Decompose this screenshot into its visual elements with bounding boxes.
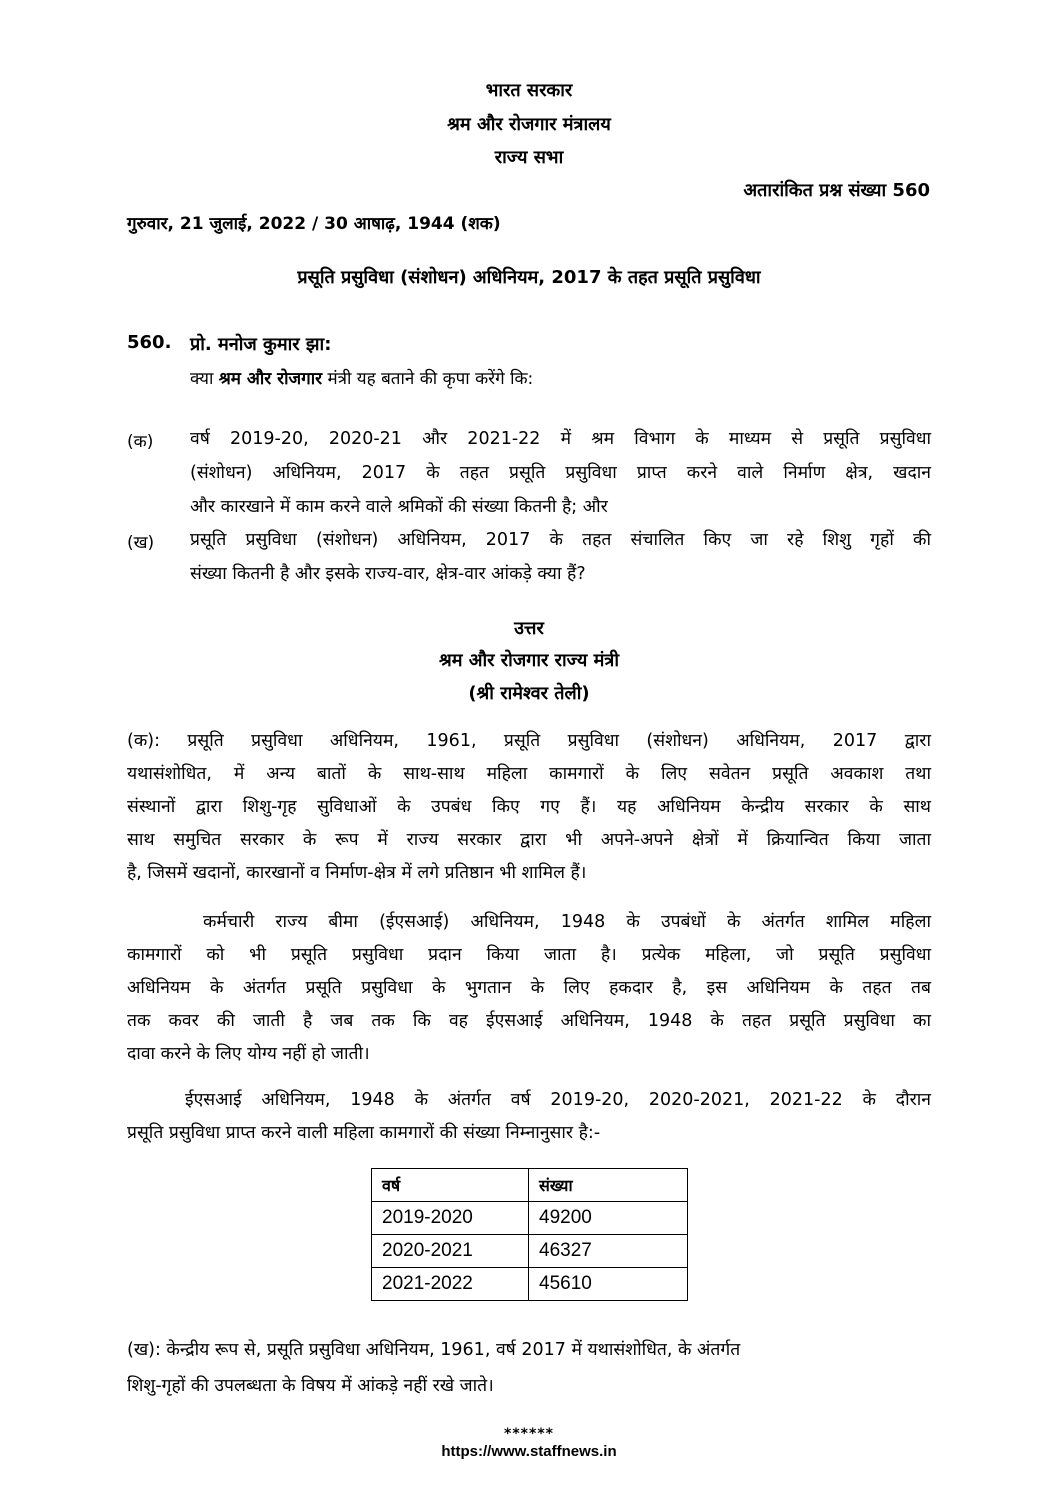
answer-kha-line: (ख): केन्द्रीय रूप से, प्रसूति प्रसुविधा अधिनियम, 1961, वर्ष 2017 में यथासंशोधित, के अंतर्गत <box>127 1340 741 1360</box>
answer-ka-line: संस्थानों द्वारा शिशु-गृह सुविधाओं के उपबंध किए गए हैं। यह अधिनियम केन्द्रीय सरकार के साथ <box>127 797 931 817</box>
answer-esi-line: कर्मचारी राज्य बीमा (ईएसआई) अधिनियम, 1948 के उपबंधों के अंतर्गत शामिल महिला <box>203 912 931 932</box>
footer-url-link[interactable]: https://www.staffnews.in <box>441 1443 617 1460</box>
question-part-line: संख्या कितनी है और इसके राज्य-वार, क्षेत्र-वार आंकड़े क्या हैं? <box>190 564 586 584</box>
table-cell-year: 2020-2021 <box>372 1235 529 1268</box>
table-row <box>372 1202 688 1235</box>
answer-esi-line: दावा करने के लिए योग्य नहीं हो जाती। <box>127 1044 370 1064</box>
table-cell-year: 2019-2020 <box>372 1202 529 1235</box>
question-part-label: (क) <box>127 432 154 452</box>
table-row <box>372 1268 688 1301</box>
question-part-line: (संशोधन) अधिनियम, 2017 के तहत प्रसूति प्रसुविधा प्राप्त करने वाले निर्माण क्षेत्र, खदान <box>190 463 931 483</box>
question-number: 560. <box>127 332 172 353</box>
answer-count-line: ईएसआई अधिनियम, 1948 के अंतर्गत वर्ष 2019-20, 2020-2021, 2021-22 के दौरान <box>185 1090 931 1110</box>
question-part-label: (ख) <box>127 533 155 553</box>
footer-stars: ****** <box>504 1426 554 1442</box>
question-part-line: वर्ष 2019-20, 2020-21 और 2021-22 में श्रम विभाग के माध्यम से प्रसूति प्रसुविधा <box>190 429 931 449</box>
question-number-label: अतारांकित प्रश्न संख्या 560 <box>743 180 930 201</box>
answer-ka-line: है, जिसमें खदानों, कारखानों व निर्माण-क्षेत्र में लगे प्रतिष्ठान भी शामिल हैं। <box>127 863 587 883</box>
table-cell-count: 46327 <box>529 1235 688 1268</box>
intro-ministry: श्रम और रोजगार <box>218 369 323 389</box>
intro-text-end: मंत्री यह बताने की कृपा करेंगे कि: <box>322 369 534 389</box>
answer-ka-line: (क): प्रसूति प्रसुविधा अधिनियम, 1961, प्रसूति प्रसुविधा (संशोधन) अधिनियम, 2017 द्वारा <box>127 731 931 751</box>
question-asker: प्रो. मनोज कुमार झा: <box>190 334 332 355</box>
beneficiaries-table <box>371 1168 688 1301</box>
answer-count-line: प्रसूति प्रसुविधा प्राप्त करने वाली महिला कामगारों की संख्या निम्नानुसार है:- <box>127 1123 601 1143</box>
date-line: गुरुवार, 21 जुलाई, 2022 / 30 आषाढ़, 1944 (शक) <box>127 214 501 234</box>
answer-heading: उत्तर <box>514 618 544 639</box>
table-header-cell: वर्ष <box>372 1169 529 1202</box>
header-government: भारत सरकार <box>485 80 573 101</box>
table-header-row <box>372 1169 688 1202</box>
question-part-line: और कारखाने में काम करने वाले श्रमिकों की संख्या कितनी है; और <box>190 497 608 517</box>
table-header-cell: संख्या <box>529 1169 688 1202</box>
table-cell-count: 49200 <box>529 1202 688 1235</box>
intro-text: क्या <box>190 369 219 389</box>
answer-esi-line: कामगारों को भी प्रसूति प्रसुविधा प्रदान किया जाता है। प्रत्येक महिला, जो प्रसूति प्रसुविधा <box>127 945 931 965</box>
answer-ka-line: यथासंशोधित, में अन्य बातों के साथ-साथ महिला कामगारों के लिए सवेतन प्रसूति अवकाश तथा <box>127 764 931 784</box>
answer-esi-line: तक कवर की जाती है जब तक कि वह ईएसआई अधिनियम, 1948 के तहत प्रसूति प्रसुविधा का <box>127 1011 931 1031</box>
answer-minister-name: (श्री रामेश्वर तेली) <box>468 683 590 704</box>
header-house: राज्य सभा <box>494 147 564 168</box>
header-ministry: श्रम और रोजगार मंत्रालय <box>447 114 611 135</box>
table-row <box>372 1235 688 1268</box>
table-cell-count: 45610 <box>529 1268 688 1301</box>
answer-ka-line: साथ समुचित सरकार के रूप में राज्य सरकार द्वारा भी अपने-अपने क्षेत्रों में क्रियान्वित किया जाता <box>127 830 931 850</box>
question-intro <box>190 366 533 389</box>
answer-esi-line: अधिनियम के अंतर्गत प्रसूति प्रसुविधा के भुगतान के लिए हकदार है, इस अधिनियम के तहत तब <box>127 978 931 998</box>
table-cell-year: 2021-2022 <box>372 1268 529 1301</box>
answer-kha-line: शिशु-गृहों की उपलब्धता के विषय में आंकड़े नहीं रखे जाते। <box>127 1376 494 1396</box>
question-part-line: प्रसूति प्रसुविधा (संशोधन) अधिनियम, 2017 के तहत संचालित किए जा रहे शिशु गृहों की <box>190 530 931 550</box>
answer-minister: श्रम और रोजगार राज्य मंत्री <box>438 650 619 671</box>
subject-title: प्रसूति प्रसुविधा (संशोधन) अधिनियम, 2017 के तहत प्रसूति प्रसुविधा <box>297 267 761 288</box>
